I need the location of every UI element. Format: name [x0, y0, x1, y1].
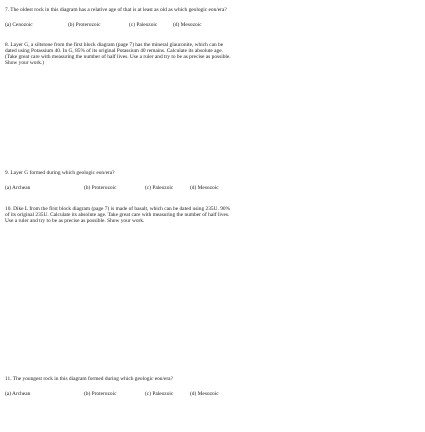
question-7-option-d[interactable]: (d) Mesozoic	[173, 22, 202, 28]
question-8	[5, 42, 407, 66]
question-8-line-2: dated using Potassium 40. In G, 85% of its original Potassium 40 remains. Calculate its absolute age.	[5, 48, 223, 55]
question-11	[5, 376, 415, 382]
question-7	[5, 7, 415, 13]
question-11-option-c[interactable]: (c) Paleozoic	[145, 391, 174, 397]
question-7-stem: 7. The oldest rock in this diagram has a relative age of that is at least as old as which geologic eon/era?	[5, 7, 227, 13]
question-10	[5, 206, 407, 224]
question-7-option-a[interactable]: (a) Cenozoic	[5, 22, 33, 28]
question-9-option-b[interactable]: (b) Proterozoic	[84, 185, 117, 191]
question-7-option-c[interactable]: (c) Paleozoic	[129, 22, 158, 28]
question-8-line-3: (Take great care with measuring the number of half lives. Use a ruler and try to be as precise as possible.	[5, 54, 231, 61]
question-11-option-b[interactable]: (b) Proterozoic	[84, 391, 117, 397]
question-11-option-d[interactable]: (d) Mesozoic	[190, 391, 219, 397]
question-11-option-a[interactable]: (a) Archean	[5, 391, 31, 397]
question-9-option-d[interactable]: (d) Mesozoic	[190, 185, 219, 191]
question-9-option-a[interactable]: (a) Archean	[5, 185, 31, 191]
question-7-option-b[interactable]: (b) Proterozoic	[68, 22, 101, 28]
question-10-line-1: 10. Dike L from the first block diagram (page 7) is made of basalt, which can be dated using 235U. 90%	[5, 206, 231, 212]
question-10-line-3: Use a ruler and try to be as precise as possible. Show your work.	[5, 218, 145, 225]
question-8-line-1: 8. Layer G, a siltstone from the first block diagram (page 7) has the mineral glauconite, which can be	[5, 42, 224, 48]
question-9-option-c[interactable]: (c) Paleozoic	[145, 185, 174, 191]
question-8-line-4: Show your work.)	[5, 60, 45, 67]
question-10-line-2: of its original 235U. Calculate its absolute age. Take great care with measuring the number of half lives.	[5, 212, 230, 219]
question-11-stem: 11. The youngest rock in this diagram formed during which geologic eon/era?	[5, 376, 173, 382]
question-9	[5, 170, 415, 176]
question-9-stem: 9. Layer G formed during which geologic eon/era?	[5, 170, 115, 176]
